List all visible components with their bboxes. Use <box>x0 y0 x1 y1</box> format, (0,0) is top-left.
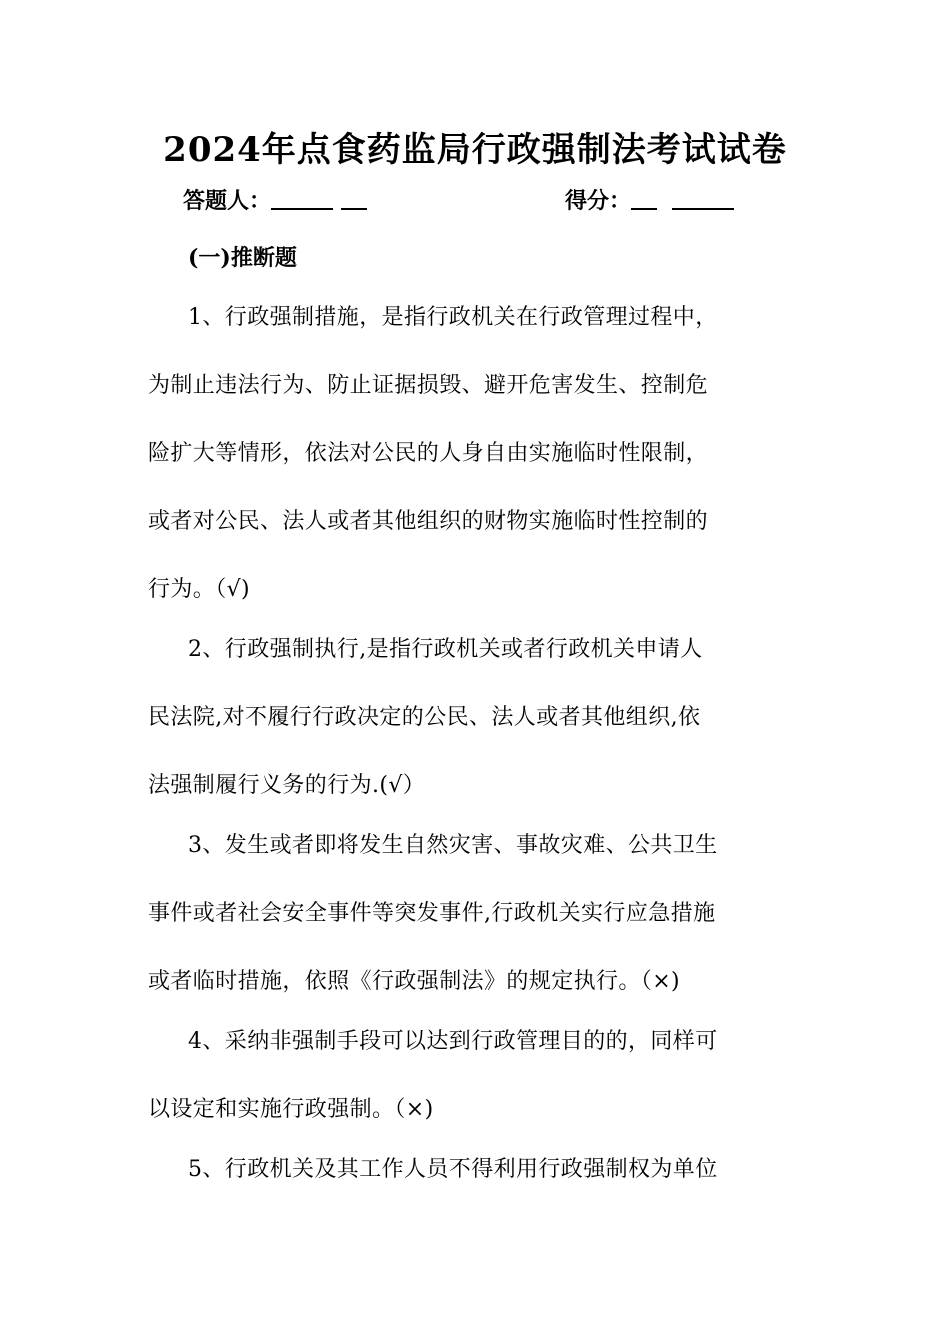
paragraph-line: 事件或者社会安全事件等突发事件,行政机关实行应急措施 <box>148 901 716 926</box>
score-blank-2 <box>672 184 734 210</box>
score-blank <box>631 184 657 210</box>
answerer-blank-2 <box>341 184 367 210</box>
paragraph-line: 5、行政机关及其工作人员不得利用行政强制权为单位 <box>188 1157 718 1182</box>
paragraph-line: 民法院,对不履行行政决定的公民、法人或者其他组织,依 <box>148 705 701 730</box>
paragraph-line: 4、采纳非强制手段可以达到行政管理目的的，同样可 <box>188 1029 718 1054</box>
answerer-field <box>183 183 367 219</box>
paragraph-line: 3、发生或者即将发生自然灾害、事故灾难、公共卫生 <box>188 833 718 858</box>
paragraph-line: 以设定和实施行政强制。（×) <box>148 1097 434 1122</box>
answerer-blank <box>271 184 333 210</box>
score-label: 得分： <box>565 188 632 214</box>
score-field <box>565 183 734 219</box>
paragraph-line: 险扩大等情形，依法对公民的人身自由实施临时性限制， <box>148 441 709 466</box>
paragraph-line: 1、行政强制措施，是指行政机关在行政管理过程中， <box>188 305 718 330</box>
paragraph-line: 或者对公民、法人或者其他组织的财物实施临时性控制的 <box>148 509 709 534</box>
paragraph-line: 为制止违法行为、防止证据损毁、避开危害发生、控制危 <box>148 373 709 398</box>
paragraph-line: 法强制履行义务的行为.(√） <box>148 773 426 798</box>
document-title: 2024年点食药监局行政强制法考试试卷 <box>163 130 787 170</box>
paragraph-line: 2、行政强制执行,是指行政机关或者行政机关申请人 <box>188 637 703 662</box>
section-heading: (一)推断题 <box>188 245 297 271</box>
paragraph-line: 行为。（√) <box>148 577 251 602</box>
answerer-label: 答题人： <box>183 188 272 214</box>
paragraph-line: 或者临时措施，依照《行政强制法》的规定执行。（×) <box>148 969 681 994</box>
